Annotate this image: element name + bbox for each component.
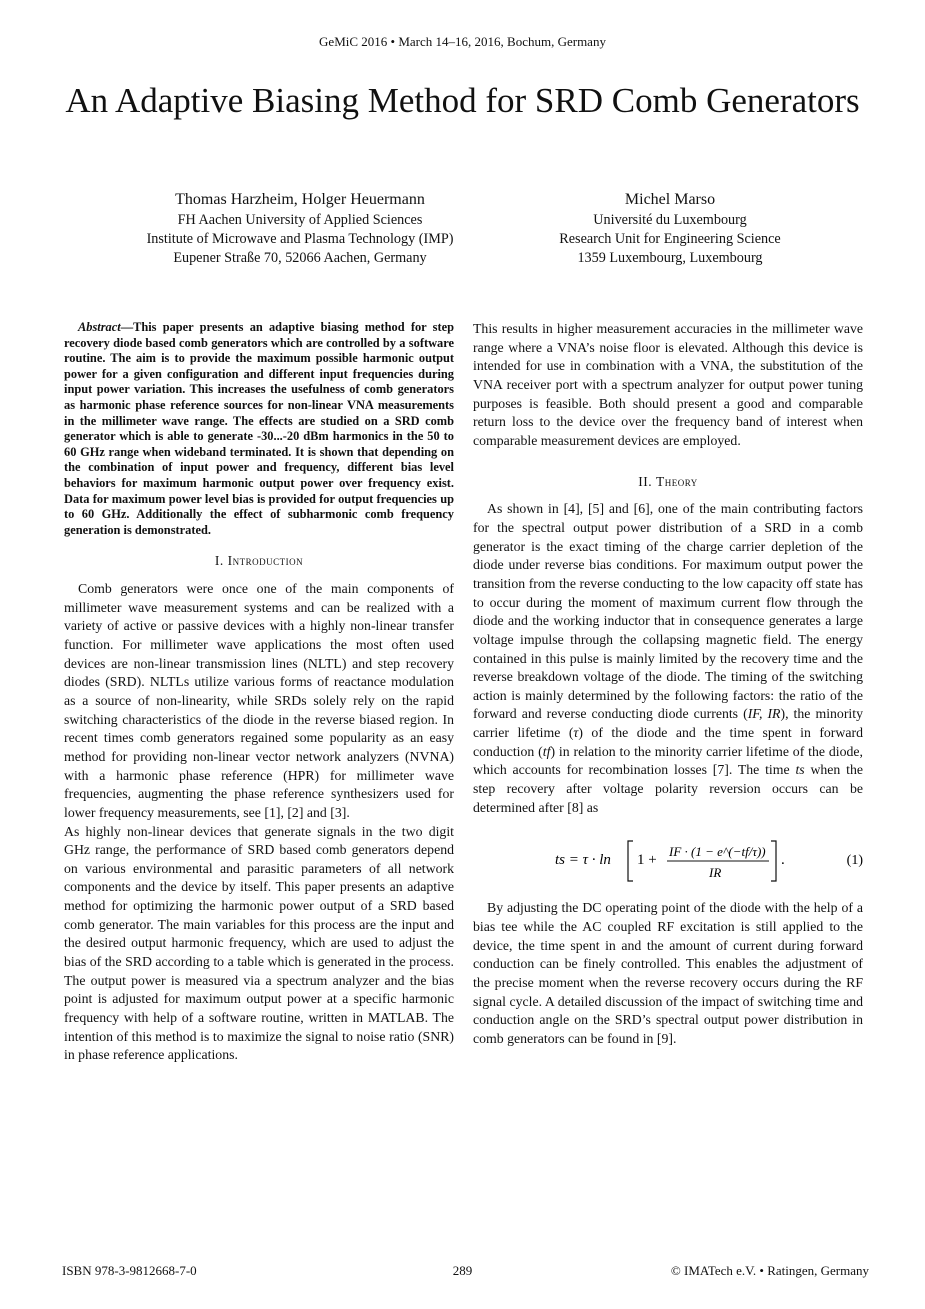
equation-1 bbox=[473, 823, 863, 893]
footer-copyright: © IMATech e.V. • Ratingen, Germany bbox=[670, 1263, 869, 1278]
section-title: Theory bbox=[656, 473, 698, 489]
paragraph: This results in higher measurement accuracies in the millimeter wave range where a VNA’s noise floor is elevated. Although this device is intended for use in combination with a VNA, the substitution of the VNA receiver port with a spectrum analyzer for output power tuning purposes is feasible. Both should present a good and comparable return loss to the device over the frequency band of interest when comparable measurement devices are employed. bbox=[473, 321, 863, 448]
abstract-label: Abstract bbox=[78, 320, 121, 334]
paper-title: An Adaptive Biasing Method for SRD Comb Generators bbox=[65, 81, 860, 120]
equation-formula bbox=[473, 823, 863, 893]
paragraph: Comb generators were once one of the main components of millimeter wave measurement systems and can be realized with a variety of active or passive devices with a highly non-linear transfer function. For millimeter wave applications the most often used devices are non-linear transmission lines (NLTL) and step recovery diodes (SRD). NLTLs utilize various forms of reactance modulation as a source of non-linearity, while SRDs solely rely on the rapid switching characteristics of the diode in the reverse biased region. In recent times comb generators regained some popularity as an easy method for providing non-linear vector network analyzers (NVNA) with a harmonic phase reference (HPR) for millimeter wave frequencies, augmenting the phase reference synthesizers used for lower frequency measurements, see [1], [2] and [3]. bbox=[64, 580, 454, 820]
affiliation-line: FH Aachen University of Applied Sciences bbox=[177, 212, 423, 228]
equation-lhs: ts = τ · ln bbox=[555, 852, 611, 869]
right-bracket bbox=[771, 841, 776, 881]
affiliation-line: 1359 Luxembourg, Luxembourg bbox=[577, 250, 763, 266]
right-column bbox=[473, 320, 863, 1049]
affiliation-line: Eupener Straße 70, 52066 Aachen, Germany bbox=[173, 250, 427, 266]
abstract-text: —This paper presents an adaptive biasing method for step recovery diode based comb generators which are controlled by a software routine. The aim is to provide the maximum possible harmonic output power for a given configuration and different input frequencies during input power variation. This increases the usefulness of comb generators as harmonic phase reference sources for non-linear VNA measurements in the millimeter wave range. The effects are studied on a SRD comb generator which is able to generate -30...-20 dBm harmonics in the 50 to 60 GHz range when wideband terminated. It is shown that depending on the combination of input power and frequency, different bias level behaviors for maximum harmonic output power over frequency exist. Data for maximum power level bias is provided for output frequencies up to 60 GHz. Additionally the effect of subharmonic comb frequency generation is demonstrated. bbox=[64, 320, 454, 537]
equation-period: . bbox=[781, 852, 785, 869]
conference-header: GeMiC 2016 • March 14–16, 2016, Bochum, Germany bbox=[319, 34, 606, 49]
equation-numerator: IF · (1 − e^(−tf/τ)) bbox=[669, 844, 766, 860]
author-block-2 bbox=[520, 190, 820, 268]
math-symbol: tf bbox=[542, 743, 551, 759]
left-column bbox=[64, 320, 454, 1065]
section-number: I. bbox=[214, 553, 224, 569]
author-block-1 bbox=[110, 190, 490, 268]
affiliation-line: Université du Luxembourg bbox=[593, 212, 747, 228]
math-symbol: IF, IR bbox=[747, 706, 781, 722]
paragraph: As shown in [4], [5] and [6], one of the main contributing factors for the spectral output power distribution of a SRD in a comb generator is the exact timing of the charge carrier depletion of the diode under reverse bias conditions. For maximum output power the transition from the reverse conducting to the low capacity off state has to occur during the moment of maximum current flow through the diode and the working inductor that in consequence generates a large voltage impulse through the collapsing magnetic field. The energy contained in this pulse is mainly limited by the recovery time and the reverse breakdown voltage of the diode. The timing of the switching action is mainly determined by the following factors: the ratio of the forward and reverse conducting diode currents (IF, IR), the minority carrier lifetime (τ) of the diode and the time spent in forward conduction (tf) in relation to the minority carrier lifetime of the diode, which accounts for recombination losses [7]. The time ts when the step recovery after voltage polarity reversion occurs can be determined after [8] as bbox=[473, 501, 863, 815]
section-title: Introduction bbox=[227, 553, 304, 569]
equation-denominator: IR bbox=[709, 865, 722, 881]
footer-isbn: ISBN 978-3-9812668-7-0 bbox=[62, 1263, 197, 1278]
page-number: 289 bbox=[452, 1263, 473, 1278]
math-symbol: τ bbox=[573, 725, 579, 741]
equation-number: (1) bbox=[846, 853, 863, 869]
section-heading-introduction bbox=[64, 552, 454, 571]
section-number: II. bbox=[638, 473, 653, 489]
author-names: Michel Marso bbox=[624, 191, 716, 208]
paragraph: By adjusting the DC operating point of the diode with the help of a bias tee while the AC coupled RF excitation is still applied to the device, the time spent in and the amount of current during forward conduction can be finely controlled. This enables the adjustment of the precise moment when the reverse recovery occurs during the RF signal cycle. A detailed discussion of the impact of switching time and conduction angle on the SRD’s spectral output power distribution in comb generators can be found in [9]. bbox=[473, 900, 863, 1046]
paragraph: As highly non-linear devices that generate signals in the two digit GHz range, the performance of SRD based comb generators depend on various environmental and parasitic parameters of all network components and the device by itself. This paper presents an adaptive method for optimizing the harmonic power output of a SRD based comb generator. The main variables for this process are the input and the desired output harmonic frequency, which are used to adjust the bias of the SRD according to a table which is generated in the process. The output power is measured via a spectrum analyzer and the bias point is adjusted for maximum output power at a specific harmonic frequency with help of a software routine, written in MATLAB. The intention of this method is to maximize the signal to noise ratio (SNR) in phase reference applications. bbox=[64, 823, 454, 1063]
abstract bbox=[64, 320, 454, 538]
affiliation-line: Institute of Microwave and Plasma Technology (IMP) bbox=[146, 231, 454, 247]
affiliation-line: Research Unit for Engineering Science bbox=[559, 231, 781, 247]
left-bracket bbox=[628, 841, 633, 881]
equation-one-plus: 1 + bbox=[637, 852, 657, 869]
section-heading-theory bbox=[473, 473, 863, 492]
author-names: Thomas Harzheim, Holger Heuermann bbox=[175, 191, 425, 208]
math-symbol: ts bbox=[795, 762, 805, 778]
